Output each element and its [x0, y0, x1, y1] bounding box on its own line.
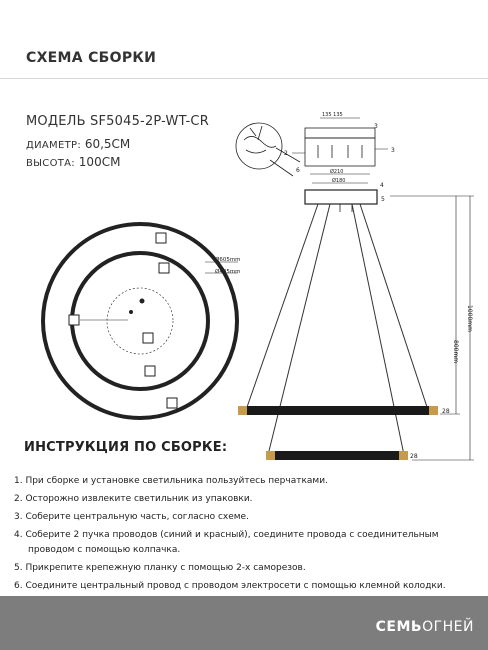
dim-1000: 1000mm — [466, 305, 473, 332]
step-4: 4. Соберите 2 пучка проводов (синий и красный), соедините провода с соединительным — [14, 530, 439, 540]
dim-180: Ø180 — [332, 178, 346, 184]
dim-28a: 28 — [442, 408, 450, 415]
diameter-label: ДИАМЕТР: — [26, 140, 81, 151]
step-1: 1. При сборке и установке светильника пользуйтесь перчатками. — [14, 476, 328, 486]
label-2: 2 — [284, 150, 288, 157]
step-3: 3. Соберите центральную часть, согласно схеме. — [14, 512, 249, 522]
step-2: 2. Осторожно извлеките светильник из упаковки. — [14, 494, 253, 504]
dim-800: 800mm — [452, 340, 459, 364]
dim-28b: 28 — [410, 453, 418, 460]
ring-top-view — [43, 224, 238, 418]
brand-bold: СЕМЬ — [375, 619, 423, 635]
brand-logo — [376, 619, 474, 635]
dim-405: Ø405mm — [215, 269, 241, 275]
suspension-cables — [246, 204, 428, 455]
label-5: 5 — [381, 196, 385, 203]
brand-light: ОГНЕЙ — [422, 619, 474, 635]
assembly-drawing — [0, 98, 488, 478]
step-5: 5. Прикрепите крепежную планку с помощью 2-х саморезов. — [14, 563, 306, 573]
model-name: МОДЕЛЬ SF5045-2P-WT-CR — [26, 114, 209, 129]
header-divider — [0, 78, 488, 79]
label-3b: 3 — [391, 147, 395, 154]
step-4-continued: проводом с помощью колпачка. — [28, 545, 181, 555]
height-value: 100СМ — [78, 155, 121, 169]
canopy-circle — [107, 288, 173, 354]
label-4: 4 — [380, 182, 384, 189]
page-title: СХЕМА СБОРКИ — [26, 50, 157, 66]
label-6: 6 — [296, 167, 300, 174]
upper-ring-bar — [238, 406, 438, 415]
page-header — [0, 0, 488, 98]
dim-210: Ø210 — [330, 169, 344, 175]
wire-detail-callout — [236, 123, 300, 176]
canopy-side-view — [292, 118, 388, 212]
inner-ring — [72, 253, 208, 389]
height-label: ВЫСОТА: — [26, 158, 75, 169]
dim-605: Ø605mm — [215, 257, 241, 263]
height-dimensions — [390, 196, 474, 460]
label-3a: 3 — [374, 123, 378, 130]
lower-ring-bar — [266, 451, 408, 460]
dim-top: 135 135 — [322, 112, 343, 118]
page-footer — [0, 596, 488, 650]
step-6: 6. Соедините центральный провод с проводом электросети с помощью клемной колодки. — [14, 581, 446, 591]
instructions-title: ИНСТРУКЦИЯ ПО СБОРКЕ: — [24, 440, 228, 455]
instructions-list — [14, 472, 484, 595]
diameter-value: 60,5СМ — [84, 137, 131, 151]
